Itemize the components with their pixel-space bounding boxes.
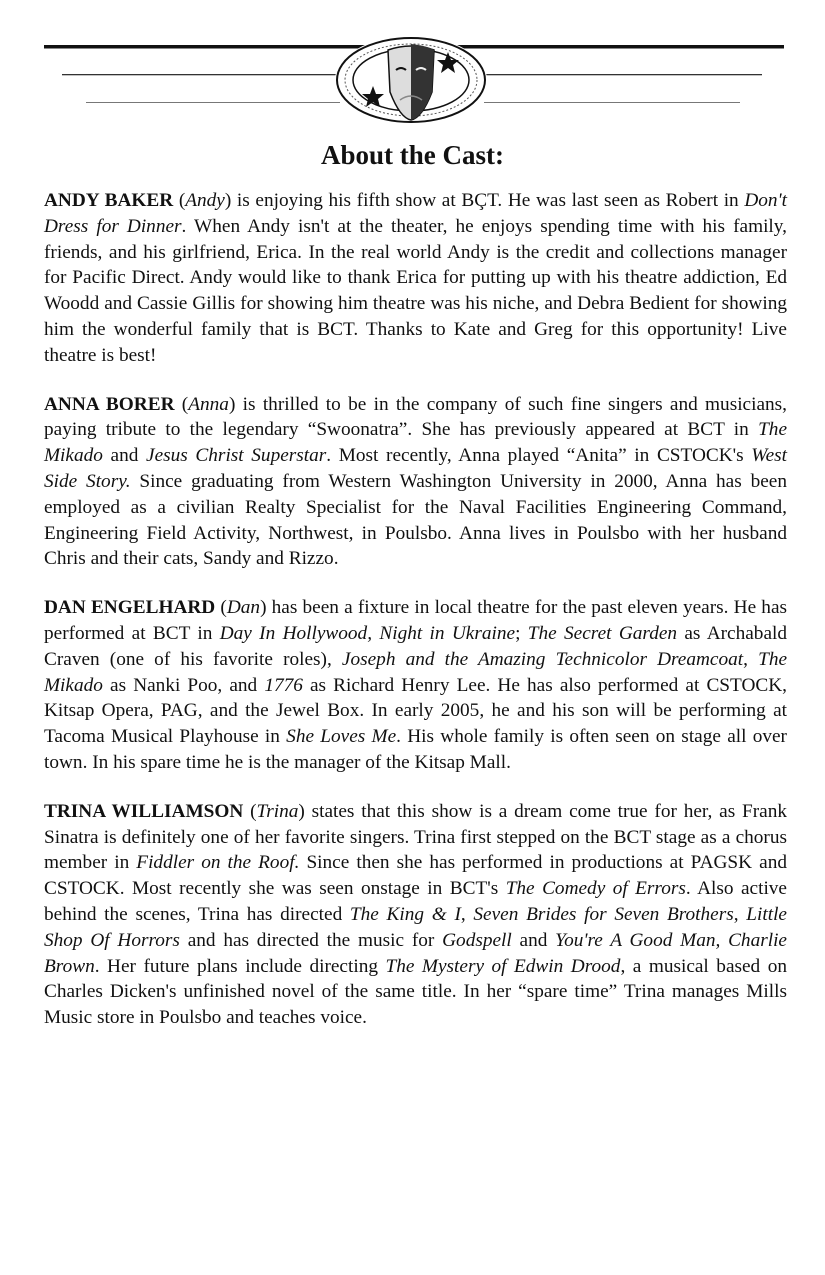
bio-text: ) is enjoying his fifth show at BÇT. He was last seen as Robert in xyxy=(224,190,745,211)
italic-text: Joseph and the Amazing Technicolor Dreamcoat xyxy=(341,648,744,670)
bio-text: , a musical based on Charles Dicken's unfinished novel of the same title. In her “spare time” Trina manages Mills Music store in Poulsbo and teaches voice. xyxy=(44,955,787,1029)
cast-member-name: ANNA BORER xyxy=(44,393,175,415)
bio-text: . When Andy isn't at the theater, he enjoys spending time with his family, friends, and his girlfriend, Erica. In the real world Andy is the credit and collections manager for Pacific Direct. Andy would like to thank Erica for putting up with his theatre addiction, Ed Woodd and Cassie Gillis for showing him theatre was his niche, and Debra Bedient for showing him the wonderful family that is BCT. Thanks to Kate and Greg for this opportunity! Live theatre is best! xyxy=(44,215,787,366)
italic-text: The Mikado xyxy=(44,648,788,696)
italic-text: You're A Good Man, Charlie Brown xyxy=(44,929,787,977)
bio-text: ( xyxy=(174,393,189,415)
bio-text: . Most recently, Anna played “Anita” in CSTOCK's xyxy=(326,445,752,467)
theatre-masks-header-ornament xyxy=(0,0,825,140)
header-rule-right-dotted xyxy=(484,102,740,103)
cast-member-name: TRINA WILLIAMSON xyxy=(44,800,244,822)
bio-text: ( xyxy=(243,800,257,822)
italic-text: The Comedy of Errors xyxy=(505,878,686,900)
bio-anna-borer xyxy=(44,392,787,573)
bio-text: Since graduating from Western Washington University in 2000, Anna has been employed as a civilian Realty Specialist for the Naval Facilities Engineering Command, Engineering Field Activity, Northwest, in Poulsbo. Anna lives in Poulsbo with her husband Chris and their cats, Sandy and Rizzo. xyxy=(44,470,787,570)
cast-bios xyxy=(44,188,787,1054)
italic-text: 1776 xyxy=(264,674,303,696)
italic-text: Dan xyxy=(226,597,261,619)
bio-text: and xyxy=(511,929,556,951)
bio-text: , xyxy=(733,903,747,925)
italic-text: The King & I xyxy=(349,903,461,925)
bio-text: . His whole family is often seen on stage all over town. In his spare time he is the manager of the Kitsap Mall. xyxy=(44,726,787,773)
cast-member-name: DAN ENGELHARD xyxy=(44,597,216,619)
bio-text: as Nanki Poo, and xyxy=(102,674,265,696)
italic-text: Seven Brides for Seven Brothers xyxy=(473,903,734,925)
italic-text: Anna xyxy=(188,393,229,415)
italic-text: Trina xyxy=(256,800,299,822)
bio-dan-engelhard xyxy=(44,595,787,776)
bio-trina-williamson xyxy=(44,799,787,1031)
italic-text: Jesus Christ Superstar xyxy=(146,445,327,467)
italic-text: The Secret Garden xyxy=(527,622,678,644)
bio-text: . Her future plans include directing xyxy=(94,955,386,977)
header-rule-left xyxy=(62,74,338,75)
bio-text: ; xyxy=(515,622,528,644)
bio-text: , xyxy=(743,648,759,670)
bio-text: as Archabald Craven (one of his favorite roles), xyxy=(44,622,788,670)
bio-text: ) is thrilled to be in the company of such fine singers and musicians, paying tribute to the legendary “Swoonatra”. She has previously appeared at BCT in xyxy=(44,393,787,441)
italic-text: Godspell xyxy=(442,929,512,951)
bio-text: ) has been a fixture in local theatre for the past eleven years. He has performed at BCT in xyxy=(44,597,788,644)
bio-text: ) states that this show is a dream come true for her, as Frank Sinatra is definitely one of her favorite singers. Trina first stepped on the BCT stage as a chorus member in xyxy=(44,800,788,874)
italic-text: Little Shop Of Horrors xyxy=(44,903,787,951)
cast-member-name: ANDY BAKER xyxy=(44,190,174,211)
bio-text: Since then she has performed in productions at PAGSK and CSTOCK. Most recently she was seen onstage in BCT's xyxy=(44,852,787,900)
italic-text: The Mystery of Edwin Drood xyxy=(385,955,621,977)
bio-text: ( xyxy=(215,597,227,619)
bio-text: ( xyxy=(173,190,186,211)
header-rule-right xyxy=(484,74,762,75)
bio-text: . Also active behind the scenes, Trina has directed xyxy=(44,878,787,925)
italic-text: West Side Story. xyxy=(44,445,787,492)
italic-text: Day In Hollywood, Night in Ukraine xyxy=(219,622,516,644)
theatre-masks-emblem xyxy=(335,36,487,124)
page-title: About the Cast: xyxy=(320,140,504,170)
header-rule-left-dotted xyxy=(86,102,340,103)
italic-text: She Loves Me xyxy=(286,726,397,748)
bio-text: , xyxy=(460,903,474,925)
italic-text: Fiddler on the Roof. xyxy=(136,852,300,874)
bio-text: and has directed the music for xyxy=(179,929,443,951)
bio-text: and xyxy=(102,445,147,467)
italic-text: The Mikado xyxy=(44,419,787,467)
italic-text: Andy xyxy=(185,190,225,211)
italic-text: Don't Dress for Dinner xyxy=(44,190,788,237)
bio-andy-baker xyxy=(44,188,787,369)
bio-text: as Richard Henry Lee. He has also performed at CSTOCK, Kitsap Opera, PAG, and the Jewel Box. In early 2005, he and his son will be performing at Tacoma Musical Playhouse in xyxy=(44,674,787,748)
